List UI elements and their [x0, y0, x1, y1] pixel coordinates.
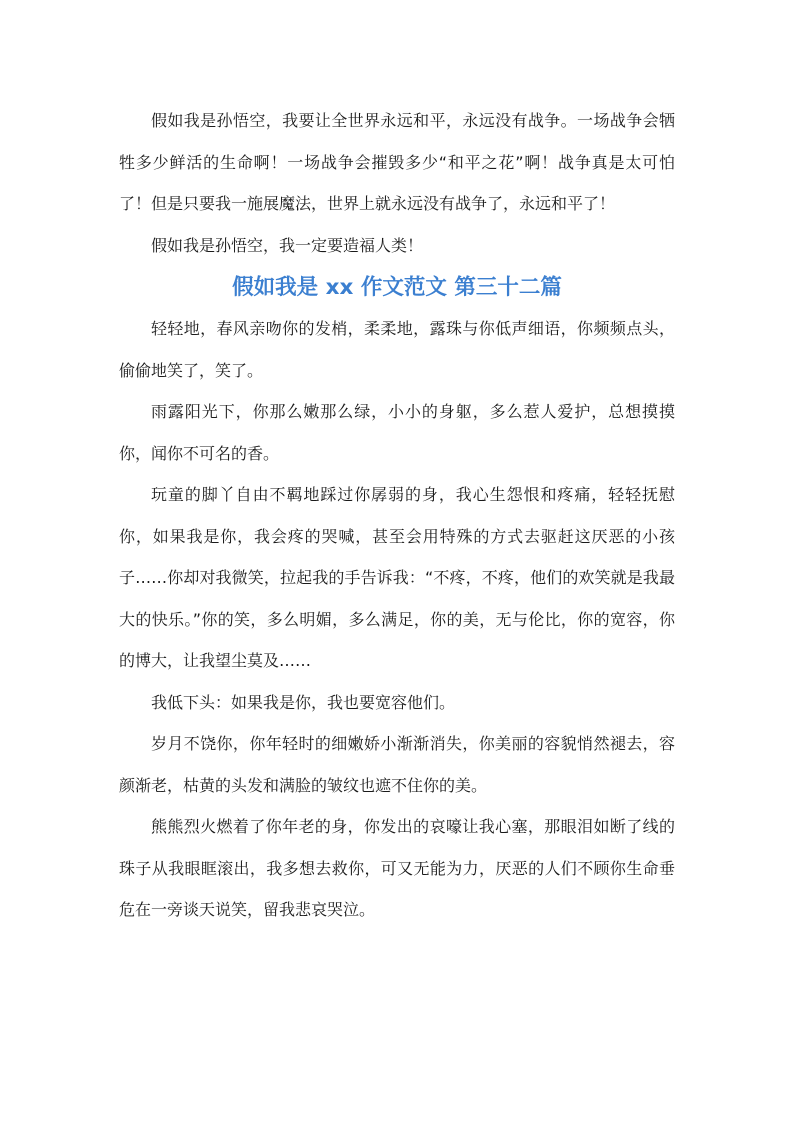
- body-paragraph-4: 我低下头：如果我是你，我也要宽容他们。: [151, 692, 456, 712]
- body-paragraph-3: 玩童的脚丫自由不羁地踩过你孱弱的身，我心生怨恨和疼痛，轻轻抚慰你，如果我是你，我会疼的哭喊，甚至会用特殊的方式去驱赶这厌恶的小孩子……你却对我微笑，拉起我的手告诉我：“不疼，不疼，他们的欢笑就是我最大的快乐。”你的笑，多么明媚，多么满足，你的美，无与伦比，你的宽容，你的博大，让我望尘莫及……: [119, 485, 675, 670]
- body-paragraph-6: 熊熊烈火燃着了你年老的身，你发出的哀嚎让我心塞，那眼泪如断了线的珠子从我眼眶滚出，我多想去救你，可又无能为力，厌恶的人们不顾你生命垂危在一旁谈天说笑，留我悲哀哭泣。: [119, 817, 675, 919]
- intro-paragraph-2: 假如我是孙悟空，我一定要造福人类！: [151, 235, 424, 255]
- intro-paragraph-1: 假如我是孙悟空，我要让全世界永远和平，永远没有战争。一场战争会牺牲多少鲜活的生命啊！一场战争会摧毁多少“和平之花”啊！战争真是太可怕了！但是只要我一施展魔法，世界上就永远没有战争了，永远和平了！: [119, 111, 675, 213]
- body-paragraph-5: 岁月不饶你，你年轻时的细嫩娇小渐渐消失，你美丽的容貌悄然褪去，容颜渐老，枯黄的头发和满脸的皱纹也遮不住你的美。: [119, 734, 675, 795]
- section-title: 假如我是 xx 作文范文 第三十二篇: [232, 275, 562, 300]
- document-body: [119, 100, 675, 931]
- body-paragraph-1: 轻轻地，春风亲吻你的发梢，柔柔地，露珠与你低声细语，你频频点头，偷偷地笑了，笑了。: [119, 319, 675, 380]
- body-paragraph-2: 雨露阳光下，你那么嫩那么绿，小小的身躯，多么惹人爱护，总想摸摸你，闻你不可名的香。: [119, 402, 675, 463]
